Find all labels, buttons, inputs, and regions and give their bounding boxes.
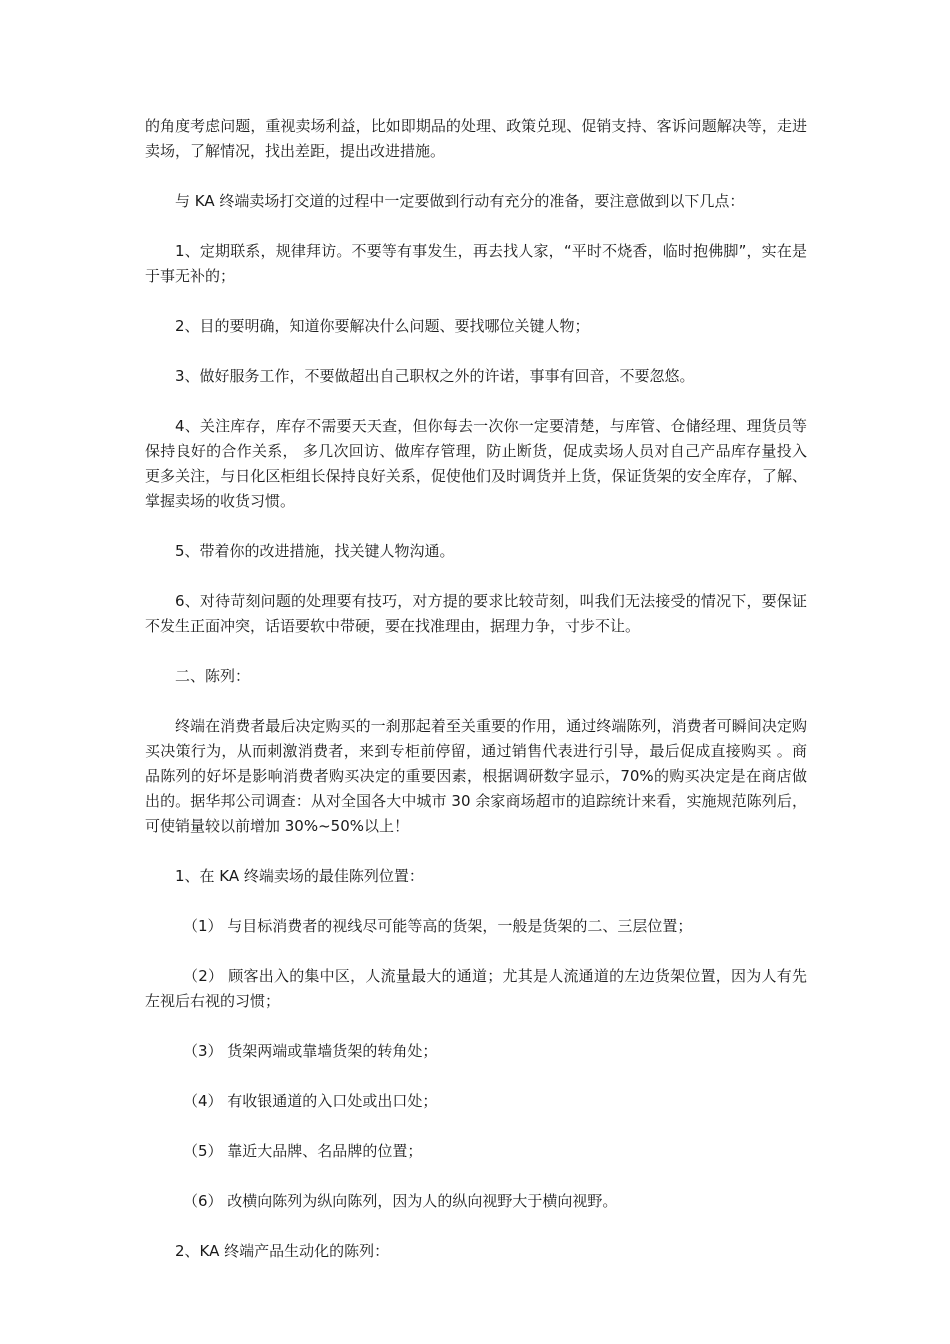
subheading-best-position: 1、在 KA 终端卖场的最佳陈列位置： [175, 867, 424, 885]
paragraph-point-6: 6、对待苛刻问题的处理要有技巧，对方提的要求比较苛刻，叫我们无法接受的情况下，要保证不发生正面冲突，话语要软中带硬，要在找准理由，据理力争，寸步不让。 [145, 592, 807, 635]
paragraph-point-4: 4、关注库存，库存不需要天天查，但你每去一次你一定要清楚，与库管、仓储经理、理货员等保持良好的合作关系， 多几次回访、做库存管理，防止断货，促成卖场人员对自己产品库存量投入更多关注，与日化区柜组长保持良好关系，促使他们及时调货并上货，保证货架的安全库存，了解、掌握卖场的收货习惯。 [145, 417, 807, 510]
paragraph-intro: 与 KA 终端卖场打交道的过程中一定要做到行动有充分的准备，要注意做到以下几点： [175, 192, 745, 210]
list-item-position-2: （2） 顾客出入的集中区，人流量最大的通道；尤其是人流通道的左边货架位置，因为人有先左视后右视的习惯； [145, 967, 807, 1010]
list-item-position-5: （5） 靠近大品牌、名品牌的位置； [183, 1142, 423, 1160]
paragraph-point-1: 1、定期联系，规律拜访。不要等有事发生，再去找人家，“平时不烧香，临时抱佛脚”，实在是于事无补的； [145, 242, 807, 285]
list-item-position-4: （4） 有收银通道的入口处或出口处； [183, 1092, 438, 1110]
paragraph-display-intro: 终端在消费者最后决定购买的一刹那起着至关重要的作用，通过终端陈列，消费者可瞬间决定购买决策行为，从而刺激消费者，来到专柜前停留，通过销售代表进行引导，最后促成直接购买 。商品陈列的好坏是影响消费者购买决定的重要因素，根据调研数字显示，70%的购买决定是在商店做出的。据华邦公司调查：从对全国各大中城市 30 余家商场超市的追踪统计来看，实施规范陈列后，可使销量较以前增加 30%~50%以上！ [145, 717, 807, 835]
subheading-vivid-display: 2、KA 终端产品生动化的陈列： [175, 1242, 390, 1260]
list-item-position-3: （3） 货架两端或靠墙货架的转角处； [183, 1042, 438, 1060]
section-heading-display: 二、陈列： [175, 667, 251, 685]
paragraph-point-3: 3、做好服务工作，不要做超出自己职权之外的许诺，事事有回音，不要忽悠。 [175, 367, 695, 385]
paragraph-continuation: 的角度考虑问题，重视卖场利益，比如即期品的处理、政策兑现、促销支持、客诉问题解决等，走进卖场，了解情况，找出差距，提出改进措施。 [145, 117, 807, 160]
paragraph-point-5: 5、带着你的改进措施，找关键人物沟通。 [175, 542, 455, 560]
list-item-position-6: （6） 改横向陈列为纵向陈列，因为人的纵向视野大于横向视野。 [183, 1192, 618, 1210]
document-body [145, 114, 807, 1264]
list-item-position-1: （1） 与目标消费者的视线尽可能等高的货架，一般是货架的二、三层位置； [183, 917, 693, 935]
paragraph-point-2: 2、目的要明确，知道你要解决什么问题、要找哪位关键人物； [175, 317, 590, 335]
